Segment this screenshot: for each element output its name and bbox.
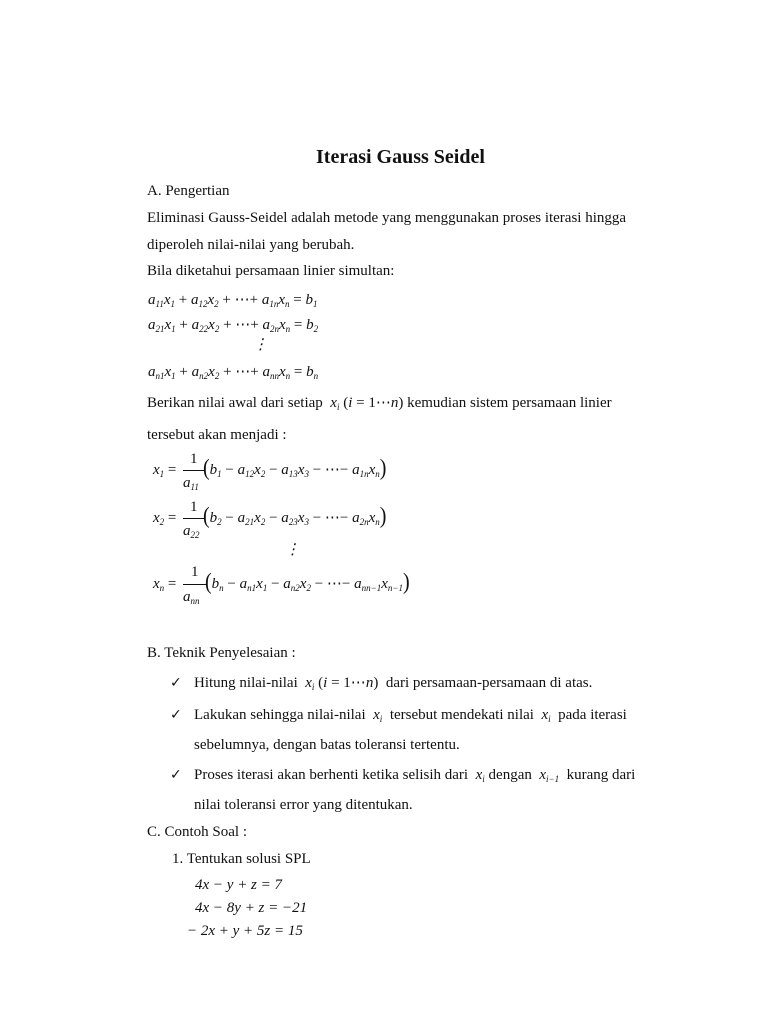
text-segment: kurang dari (566, 767, 636, 783)
math-inline: $x_i$ (369, 707, 383, 724)
section-a-heading: A. Pengertian (147, 183, 230, 199)
vertical-ellipsis: ⋮ (253, 337, 268, 353)
list-item-continuation: nilai toleransi error yang ditentukan. (194, 797, 413, 813)
paragraph-line: Eliminasi Gauss-Seidel adalah metode yang menggunakan proses iterasi hingga (147, 210, 627, 226)
math-inline: $x_i$ (i = 1⋯n) (326, 395, 404, 412)
section-b-heading: B. Teknik Penyelesaian : (147, 645, 296, 661)
problem-statement: 1. Tentukan solusi SPL (172, 851, 311, 867)
text-segment: dari persamaan-persamaan di atas. (385, 675, 593, 691)
equation-row: − 2x + y + 5z = 15 (187, 923, 303, 939)
checkmark-icon: ✓ (170, 675, 182, 691)
page-title: Iterasi Gauss Seidel (316, 146, 485, 168)
math-inline: $x_i$ (471, 767, 485, 784)
paragraph-line: tersebut akan menjadi : (147, 427, 287, 443)
math-inline: $x_{i-1}$ (535, 767, 560, 784)
text-segment: pada iterasi (558, 707, 627, 723)
equation-row: 4x − y + z = 7 (195, 877, 283, 893)
math-inline: $x_i$ (i = 1⋯n) (301, 675, 379, 692)
list-item (194, 706, 627, 724)
list-item (194, 674, 592, 692)
text-segment: dengan (488, 767, 532, 783)
vertical-ellipsis: ⋮ (285, 542, 300, 558)
text-segment: Proses iterasi akan berhenti ketika selisih dari (194, 767, 469, 783)
section-c-heading: C. Contoh Soal : (147, 824, 248, 840)
paragraph-line: Bila diketahui persamaan linier simultan: (147, 263, 395, 279)
equation-row: 4x − 8y + z = −21 (195, 900, 308, 916)
checkmark-icon: ✓ (170, 707, 182, 723)
equation-row: $a_{n1}x_1 + a_{n2}x_2$ + ⋯+ $a_{nn}x_n = b_n$ (148, 364, 319, 381)
text-segment: Hitung nilai-nilai (194, 675, 298, 691)
document-page: Iterasi Gauss Seidel A. Pengertian Eliminasi Gauss-Seidel adalah metode yang menggunakan proses iterasi hingga diperoleh nilai-nilai yang berubah. Bila diketahui persamaan linier simultan: $a_{11}x_1 + a_{12}x_2$ + ⋯+ $a_{1n}x_n = b_1$ $a_{21}x_1 + a_{22}x_2$ + ⋯+ $a_{2n}x_n = b_2$ ⋮ $a_{n1}x_1 + a_{n2}x_2$ + ⋯+ $a_{nn}x_n = b_n$ Berikan nilai awal dari setiap $x_i$ (i = 1⋯n) kemudian sistem persamaan linier tersebut akan menjadi : $x_1$ = 1 $a_{11}$ ($b_1 - a_{12}x_2 - a_{13}x_3$ − ⋯− $a_{1n}x_n$) $x_2$ = 1 $a_{22}$ ($b_2 - a_{21}x_2 - a_{23}x_3$ − ⋯− $a_{2n}x_n$) ⋮ $x_n$ = 1 $a_{nn}$ ($b_n - a_{n1}x_1 - a_{n2}x_2$ − ⋯− $a_{nn-1}x_{n-1}$) B. Teknik Penyelesaian : ✓ Hitung nilai-nilai $x_i$ (i = 1⋯n) dari persamaan-persamaan di atas. ✓ Lakukan sehingga nilai-nilai $x_i$ tersebut mendekati nilai $x_i$ pada iterasi sebelumnya, dengan batas toleransi tertentu. ✓ Proses iterasi akan berhenti ketika selisih dari $x_i$ dengan $x_{i-1}$ kurang dari nilai toleransi error yang ditentukan. C. Contoh Soal : 1. Tentukan solusi SPL 4x − y + z = 7 4x − 8y + z = −21 − 2x + y + 5z = 15 (147, 146, 636, 939)
text-segment: Lakukan sehingga nilai-nilai (194, 707, 366, 723)
checkmark-icon: ✓ (170, 767, 182, 783)
paragraph-line (147, 394, 612, 412)
text-segment: Berikan nilai awal dari setiap (147, 395, 323, 411)
list-item (194, 766, 635, 784)
math-inline: $x_i$ (537, 707, 551, 724)
paragraph-line: diperoleh nilai-nilai yang berubah. (147, 237, 355, 253)
list-item-continuation: sebelumnya, dengan batas toleransi tertentu. (194, 737, 460, 753)
text-segment: tersebut mendekati nilai (389, 707, 534, 723)
equation-row: $a_{21}x_1 + a_{22}x_2$ + ⋯+ $a_{2n}x_n = b_2$ (148, 317, 319, 334)
text-segment: kemudian sistem persamaan linier (407, 395, 612, 411)
equation-row: $a_{11}x_1 + a_{12}x_2$ + ⋯+ $a_{1n}x_n = b_1$ (148, 292, 318, 309)
